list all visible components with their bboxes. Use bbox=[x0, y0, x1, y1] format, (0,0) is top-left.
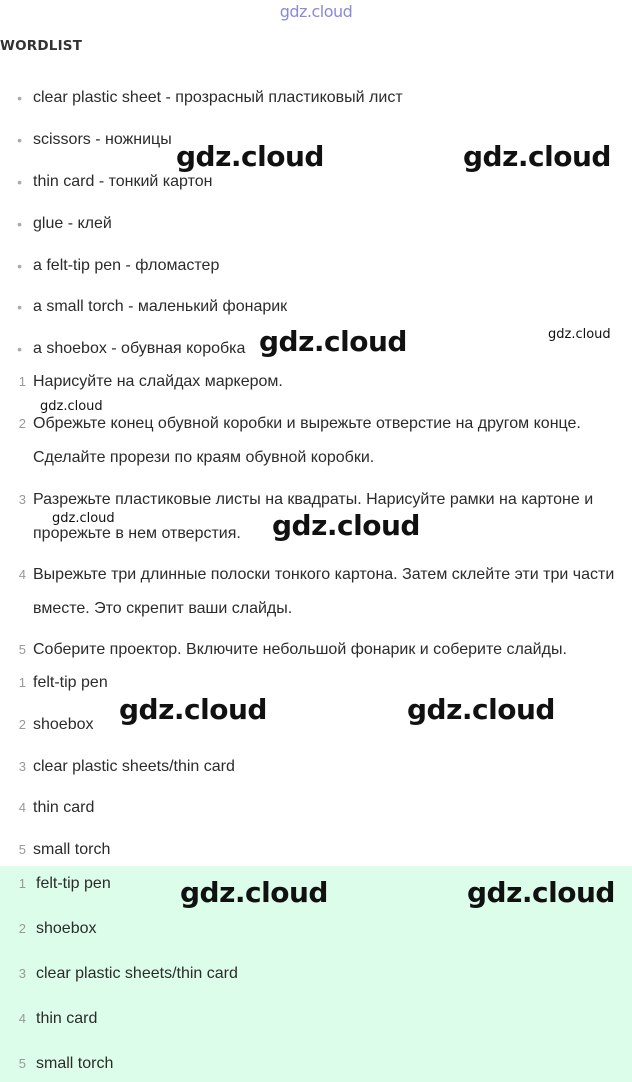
step-item: 3 Разрежьте пластиковые листы на квадраты. Нарисуйте рамки на картоне и прорежьте в нем отверстия. bbox=[0, 490, 632, 558]
watermark: gdz.cloud bbox=[40, 399, 103, 414]
answer-number: 4 bbox=[18, 800, 26, 815]
answer-number: 4 bbox=[18, 1011, 26, 1026]
bullet-icon: • bbox=[17, 216, 22, 232]
step-number: 3 bbox=[18, 492, 26, 507]
answer-number: 1 bbox=[18, 675, 26, 690]
bullet-icon: • bbox=[17, 174, 22, 190]
watermark: gdz.cloud bbox=[180, 876, 328, 909]
answer-number: 3 bbox=[18, 966, 26, 981]
step-item: 2 Обрежьте конец обувной коробки и вырежьте отверстие на другом конце. Сделайте прорези по краям обувной коробки. bbox=[0, 414, 632, 482]
bullet-icon: • bbox=[17, 299, 22, 315]
step-number: 5 bbox=[18, 642, 26, 657]
answer-highlight-box: 1 felt-tip pen 2 shoebox 3 clear plastic sheets/thin card 4 thin card 5 small torch bbox=[0, 866, 632, 1082]
watermark: gdz.cloud bbox=[259, 325, 407, 358]
bullet-icon: • bbox=[17, 258, 22, 274]
answer-number: 1 bbox=[18, 876, 26, 891]
watermark: gdz.cloud bbox=[119, 693, 267, 726]
step-number: 1 bbox=[18, 374, 26, 389]
watermark: gdz.cloud bbox=[463, 140, 611, 173]
watermark: gdz.cloud bbox=[176, 140, 324, 173]
watermark: gdz.cloud bbox=[548, 327, 611, 342]
step-item: 4 Вырежьте три длинные полоски тонкого картона. Затем склейте эти три части вместе. Это скрепит ваши слайды. bbox=[0, 565, 632, 633]
step-number: 4 bbox=[18, 567, 26, 582]
wordlist-heading: WORDLIST bbox=[0, 38, 83, 54]
answer-number: 2 bbox=[18, 921, 26, 936]
answer-number: 5 bbox=[18, 1056, 26, 1071]
step-number: 2 bbox=[18, 416, 26, 431]
bullet-icon: • bbox=[17, 132, 22, 148]
watermark: gdz.cloud bbox=[407, 693, 555, 726]
watermark: gdz.cloud bbox=[272, 509, 420, 542]
site-logo[interactable]: gdz.cloud bbox=[279, 2, 353, 21]
answer-number: 3 bbox=[18, 759, 26, 774]
answer-number: 2 bbox=[18, 717, 26, 732]
watermark: gdz.cloud bbox=[467, 876, 615, 909]
watermark: gdz.cloud bbox=[52, 511, 115, 526]
answer-number: 5 bbox=[18, 842, 26, 857]
bullet-icon: • bbox=[17, 341, 22, 357]
bullet-icon: • bbox=[17, 90, 22, 106]
